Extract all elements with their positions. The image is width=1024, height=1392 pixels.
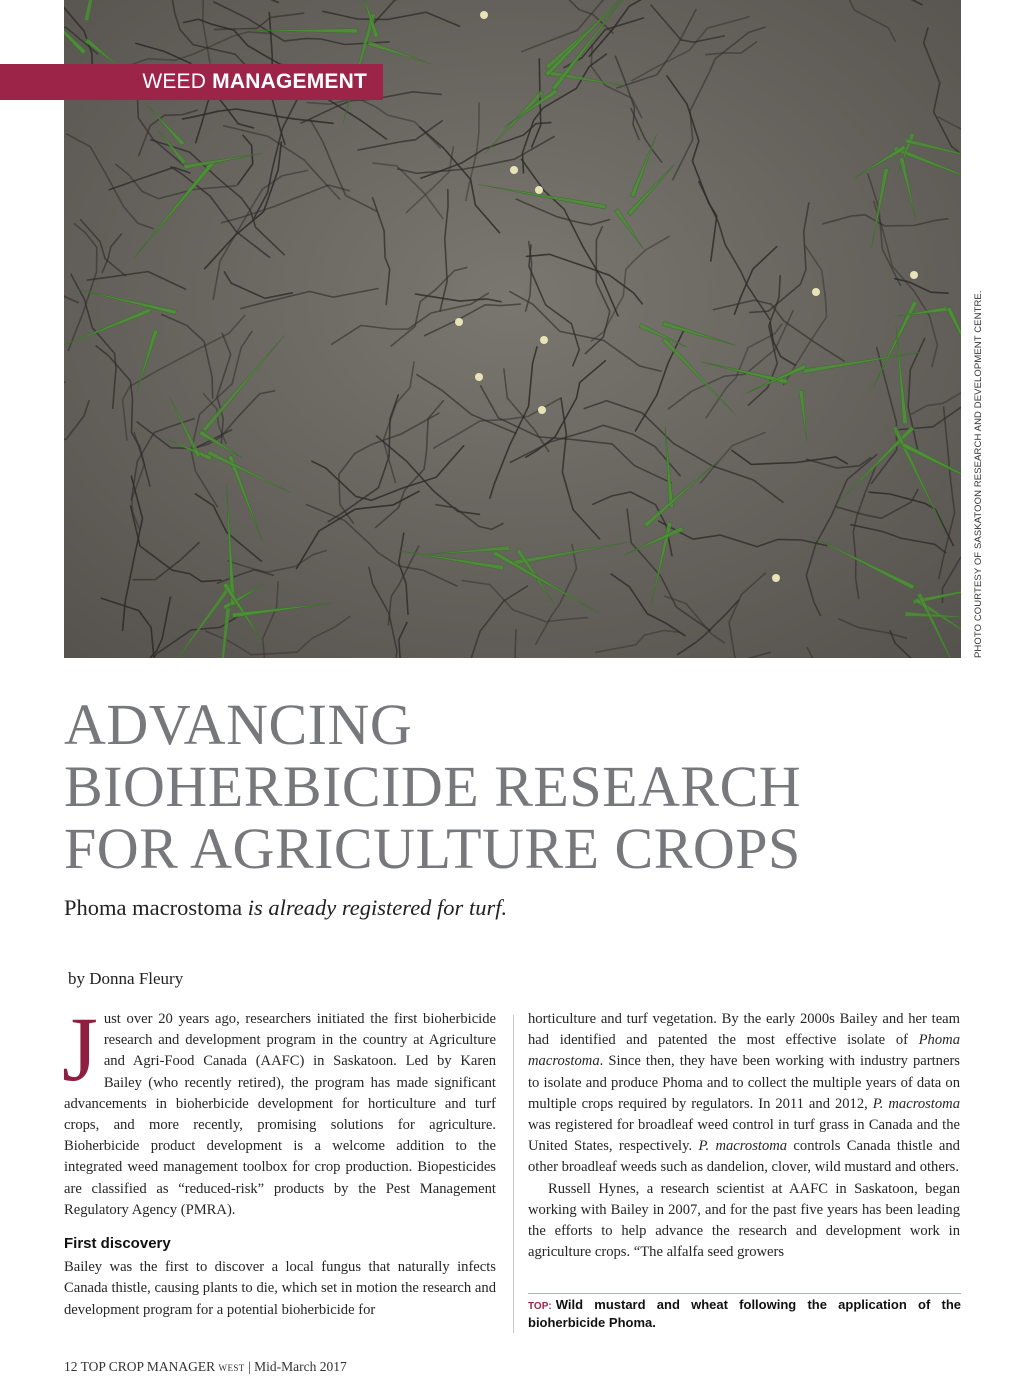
paragraph-intro-text: ust over 20 years ago, researchers initiated the first bioherbicide research and development program in the country at Agriculture and Agri-Food Canada (AAFC) in Saskatoon. Led by Karen Bailey (who recently retired), the program has made significant advancements in bioherbicide development for horticulture and turf crops, and more recently, promising solutions for agriculture. Bioherbicide product development is a welcome addition to the integrated weed management toolbox for crop production. Biopesticides are classified as “reduced-risk” products by the Pest Management Regulatory Agency (PMRA).	[64, 1011, 496, 1218]
body-column-2	[528, 1009, 960, 1263]
column-divider	[513, 1015, 514, 1333]
photo-credit-text: PHOTO COURTESY OF SASKATOON RESEARCH AND DEVELOPMENT CENTRE.	[973, 290, 984, 658]
headline-line-1: ADVANCING	[64, 692, 413, 757]
paragraph-continued-text-d: controls Canada thistle and other broadleaf weeds such as dandelion, clover, wild mustard and others.	[528, 1138, 960, 1176]
flower	[455, 318, 463, 326]
photo-credit	[958, 0, 988, 658]
headline-line-2: BIOHERBICIDE RESEARCH	[64, 754, 802, 819]
magazine-edition: WEST	[218, 1363, 245, 1373]
flower	[475, 373, 483, 381]
paragraph-intro	[62, 998, 496, 1221]
paragraph-hynes: Russell Hynes, a research scientist at AAFC in Saskatoon, began working with Bailey in 2007, and for the past five years has been leading the efforts to help advance the research and development work in agriculture crops. “The alfalfa seed growers	[528, 1180, 960, 1261]
section-prefix: WEED	[142, 70, 207, 93]
paragraph-continued-text-b: . Since then, they have been working with industry partners to isolate and produce Phoma and to collect the multiple years of data on multiple crops required by regulators. In 2011 and 2012,	[528, 1053, 960, 1112]
caption-rule	[528, 1293, 961, 1294]
body-column-1	[62, 998, 496, 1321]
footer-separator: |	[248, 1359, 251, 1374]
magazine-name: TOP CROP MANAGER	[80, 1359, 216, 1374]
flower	[538, 406, 546, 414]
deck-species: Phoma macrostoma	[64, 895, 243, 920]
flower	[480, 11, 488, 19]
flower	[772, 574, 780, 582]
page-footer	[64, 1358, 347, 1377]
species-name: P. macrostoma	[872, 1095, 960, 1112]
flower	[540, 336, 548, 344]
caption-text: Wild mustard and wheat following the application of the bioherbicide Phoma.	[528, 1297, 961, 1330]
section-name: MANAGEMENT	[212, 70, 367, 93]
drop-cap: J	[62, 998, 98, 1100]
flower	[910, 271, 918, 279]
caption-tag: TOP:	[528, 1301, 552, 1312]
photo-caption	[528, 1297, 961, 1331]
paragraph-first-discovery: Bailey was the first to discover a local fungus that naturally infects Canada thistle, causing plants to die, which set in motion the research and development program for a potential bioherbicide for	[64, 1259, 496, 1318]
subhead-first-discovery: First discovery	[64, 1235, 171, 1253]
article-headline	[64, 694, 964, 880]
paragraph-continued-text-c: was registered for broadleaf weed control in turf grass in Canada and the United States, respectively.	[528, 1117, 960, 1155]
flower	[510, 166, 518, 174]
issue-date: Mid-March 2017	[254, 1359, 347, 1374]
headline-line-3: FOR AGRICULTURE CROPS	[64, 816, 801, 881]
byline: by Donna Fleury	[68, 969, 184, 988]
flower	[535, 186, 543, 194]
paragraph-continued-text-a: horticulture and turf vegetation. By the early 2000s Bailey and her team had identified and patented the most effective isolate of	[528, 1011, 960, 1049]
species-name: Phoma macrostoma	[528, 1032, 960, 1070]
paragraph-continued	[528, 1009, 960, 1179]
section-banner	[0, 64, 383, 100]
flower	[812, 288, 820, 296]
page-number: 12	[64, 1359, 78, 1374]
article-deck	[64, 893, 864, 923]
species-name: P. macrostoma	[698, 1138, 788, 1155]
deck-rest: is already registered for turf.	[242, 895, 508, 920]
